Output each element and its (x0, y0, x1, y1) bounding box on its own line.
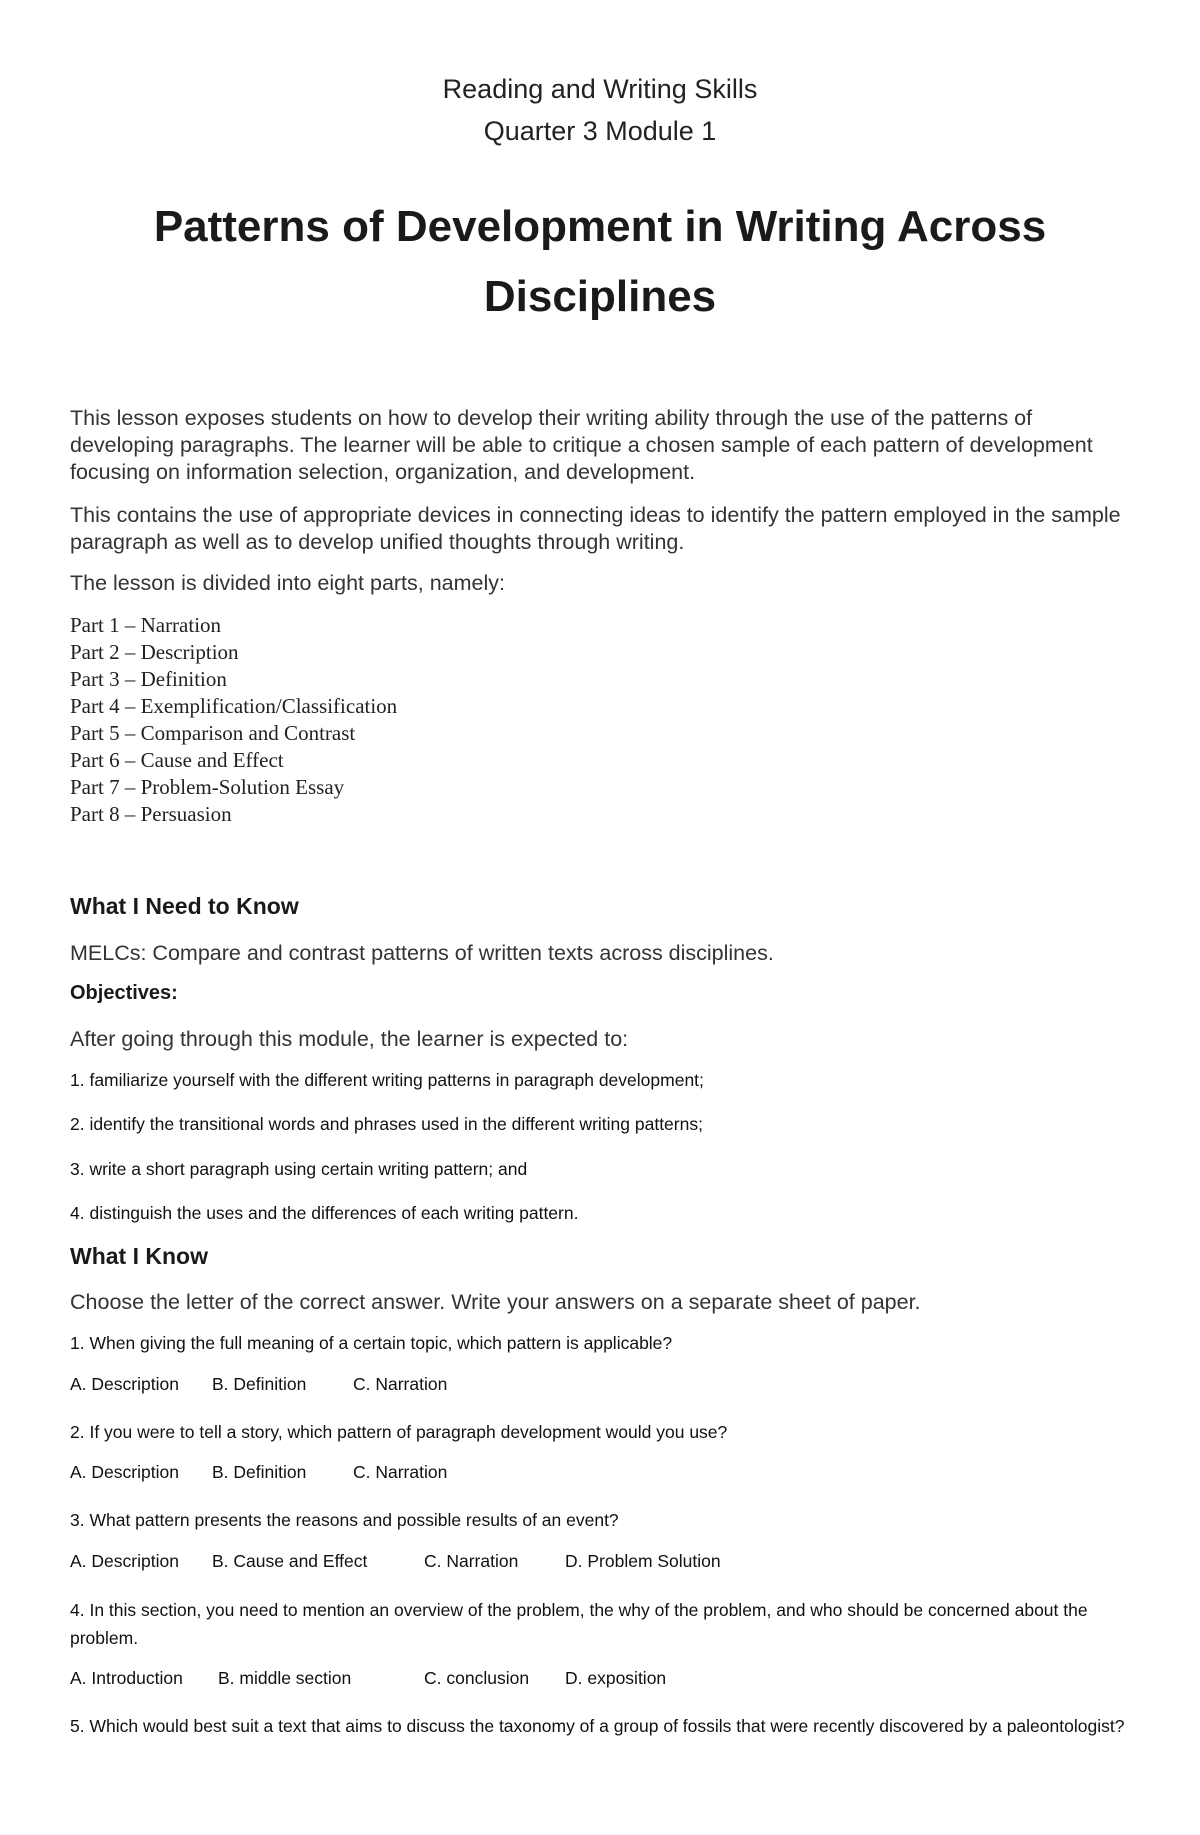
question-3-choice-b: B. Cause and Effect (212, 1551, 368, 1571)
part-list-item: Part 3 – Definition (70, 667, 227, 691)
question-5: 5. Which would best suit a text that aims to discuss the taxonomy of a group of fossils that were recently discovered by a paleontologist? (70, 1716, 1125, 1736)
question-4-choice-d: D. exposition (565, 1668, 667, 1688)
question-1: 1. When giving the full meaning of a certain topic, which pattern is applicable? (70, 1333, 673, 1353)
question-2: 2. If you were to tell a story, which pattern of paragraph development would you use? (70, 1422, 728, 1442)
objective-item: 1. familiarize yourself with the different writing patterns in paragraph development; (70, 1070, 704, 1090)
question-2-choice-a: A. Description (70, 1462, 179, 1482)
part-list-item: Part 6 – Cause and Effect (70, 748, 284, 772)
intro-paragraph-2: This contains the use of appropriate devices in connecting ideas to identify the pattern employed in the sample paragraph as well as to develop unified thoughts through writing. (70, 503, 1121, 554)
part-list-item: Part 8 – Persuasion (70, 802, 232, 826)
what-i-know-heading: What I Know (70, 1243, 208, 1269)
question-1-choice-b: B. Definition (212, 1374, 307, 1394)
question-3: 3. What pattern presents the reasons and possible results of an event? (70, 1510, 619, 1530)
need-to-know-heading: What I Need to Know (70, 893, 299, 919)
question-3-choice-a: A. Description (70, 1551, 179, 1571)
melcs-text: MELCs: Compare and contrast patterns of written texts across disciplines. (70, 941, 774, 965)
question-4-choice-c: C. conclusion (424, 1668, 530, 1688)
page-title: Patterns of Development in Writing Across Disciplines (153, 202, 1047, 321)
question-4-choice-a: A. Introduction (70, 1668, 183, 1688)
quiz-instruction: Choose the letter of the correct answer. Write your answers on a separate sheet of paper. (70, 1290, 921, 1314)
objective-item: 2. identify the transitional words and phrases used in the different writing patterns; (70, 1114, 703, 1134)
part-list-item: Part 1 – Narration (70, 613, 222, 637)
part-list-item: Part 7 – Problem-Solution Essay (70, 775, 345, 799)
part-list-item: Part 4 – Exemplification/Classification (70, 694, 398, 718)
question-2-choice-c: C. Narration (353, 1462, 448, 1482)
objectives-label: Objectives: (70, 982, 178, 1004)
intro-paragraph-3: The lesson is divided into eight parts, namely: (70, 571, 506, 595)
objectives-intro: After going through this module, the learner is expected to: (70, 1027, 629, 1051)
question-4-choice-b: B. middle section (218, 1668, 352, 1688)
part-list-item: Part 2 – Description (70, 640, 239, 664)
question-4: 4. In this section, you need to mention an overview of the problem, the why of the problem, and who should be concerned about the problem. (70, 1600, 1088, 1648)
module-header: Quarter 3 Module 1 (483, 116, 717, 146)
part-list-item: Part 5 – Comparison and Contrast (70, 721, 356, 745)
intro-paragraph-1: This lesson exposes students on how to develop their writing ability through the use of the patterns of developing paragraphs. The learner will be able to critique a chosen sample of each pattern of development focusing on information selection, organization, and development. (70, 406, 1093, 484)
question-2-choice-b: B. Definition (212, 1462, 307, 1482)
question-1-choice-c: C. Narration (353, 1374, 448, 1394)
question-1-choice-a: A. Description (70, 1374, 179, 1394)
objective-item: 4. distinguish the uses and the differences of each writing pattern. (70, 1203, 579, 1223)
question-3-choice-d: D. Problem Solution (565, 1551, 721, 1571)
objective-item: 3. write a short paragraph using certain writing pattern; and (70, 1159, 528, 1179)
subject-header: Reading and Writing Skills (442, 74, 758, 104)
question-3-choice-c: C. Narration (424, 1551, 519, 1571)
